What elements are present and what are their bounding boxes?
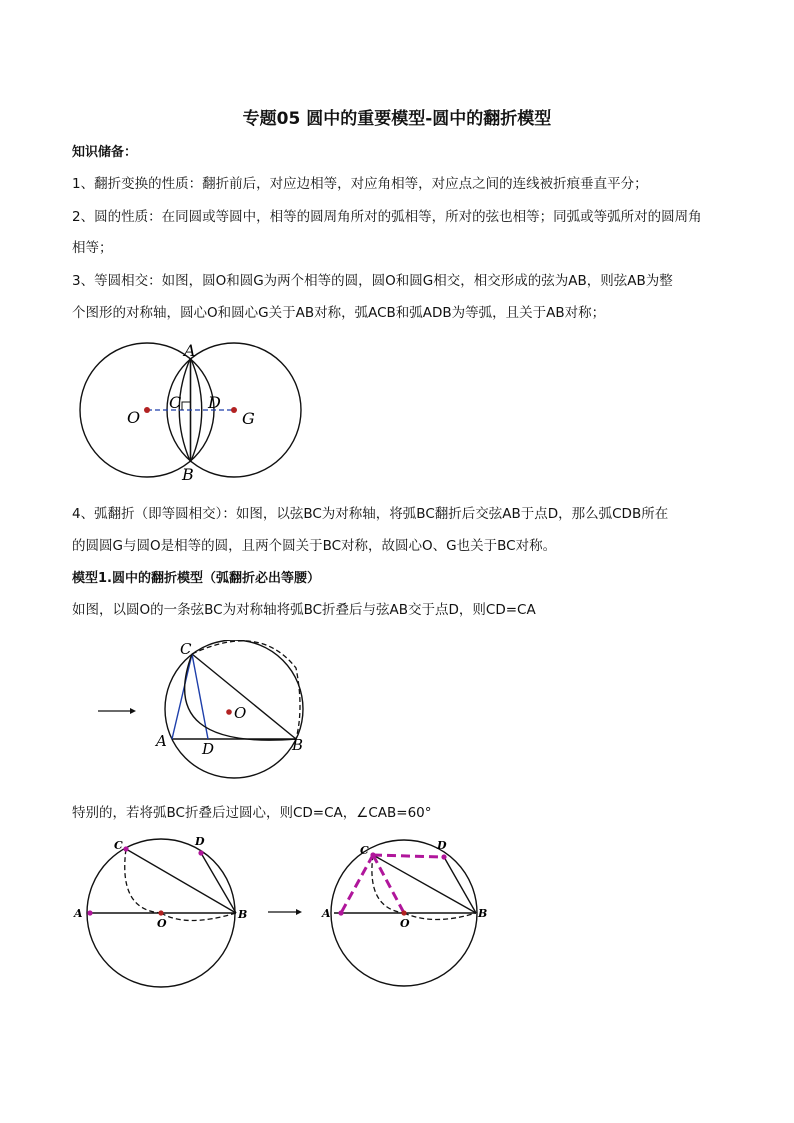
label-g: G bbox=[242, 409, 255, 428]
chord-bc bbox=[192, 654, 296, 739]
original-arc bbox=[192, 641, 300, 739]
special-case-text: 特别的，若将弧BC折叠后过圆心，则CD=CA，∠CAB=60° bbox=[72, 805, 432, 821]
knowledge-item-4-line-1: 4、弧翻折（即等圆相交）：如图，以弦BC为对称轴，将弧BC翻折后交弦AB于点D，那么弧CDB所在 bbox=[72, 506, 669, 522]
figure-special-right bbox=[314, 832, 504, 992]
figure-special-left bbox=[66, 832, 256, 992]
segment-ca bbox=[172, 654, 192, 739]
right-angle-mark bbox=[182, 402, 191, 410]
label-d: D bbox=[195, 835, 205, 848]
arrow-head-icon bbox=[296, 909, 302, 915]
folded-arc-right bbox=[161, 913, 236, 921]
knowledge-heading: 知识储备： bbox=[72, 145, 138, 160]
point-c bbox=[370, 852, 375, 857]
label-c: C bbox=[180, 640, 192, 658]
figure-equal-circles bbox=[70, 338, 310, 486]
segment-cd bbox=[192, 654, 208, 739]
label-a: A bbox=[184, 341, 196, 360]
arrow bbox=[266, 906, 306, 918]
label-b: B bbox=[292, 736, 304, 754]
segment-cd bbox=[373, 855, 442, 857]
chord-bd bbox=[201, 853, 236, 913]
point-a bbox=[87, 910, 92, 915]
point-d bbox=[441, 854, 446, 859]
point-o bbox=[226, 709, 232, 715]
segment-ca bbox=[341, 855, 373, 913]
label-o: O bbox=[234, 704, 247, 722]
label-b: B bbox=[182, 465, 194, 484]
page-title: 专题05 圆中的重要模型-圆中的翻折模型 bbox=[242, 109, 552, 129]
arrow-head-icon bbox=[130, 708, 136, 714]
folded-arc-right bbox=[404, 913, 476, 920]
label-a: A bbox=[74, 907, 83, 920]
label-b: B bbox=[478, 907, 488, 920]
point-a bbox=[338, 910, 343, 915]
point-o bbox=[144, 407, 150, 413]
figure-arc-fold bbox=[90, 640, 320, 780]
model-1-heading: 模型1.圆中的翻折模型（弧翻折必出等腰） bbox=[72, 571, 320, 586]
point-c bbox=[123, 846, 128, 851]
point-g bbox=[231, 407, 237, 413]
label-d: D bbox=[437, 839, 447, 852]
label-d: D bbox=[202, 740, 215, 758]
model-1-text: 如图，以圆O的一条弦BC为对称轴将弧BC折叠后与弦AB交于点D，则CD=CA bbox=[72, 602, 536, 618]
label-o: O bbox=[157, 917, 167, 930]
label-c: C bbox=[114, 839, 123, 852]
label-o: O bbox=[127, 408, 141, 427]
knowledge-item-3-line-2: 个图形的对称轴，圆心O和圆心G关于AB对称，弧ACB和弧ADB为等弧，且关于AB对称； bbox=[72, 305, 606, 321]
label-o: O bbox=[400, 917, 410, 930]
point-d bbox=[198, 850, 203, 855]
label-a: A bbox=[322, 907, 331, 920]
point-o bbox=[401, 910, 406, 915]
label-c: C bbox=[360, 844, 369, 857]
chord-bc bbox=[126, 849, 236, 913]
label-d: D bbox=[208, 393, 221, 412]
knowledge-item-1: 1、翻折变换的性质：翻折前后，对应边相等，对应角相等，对应点之间的连线被折痕垂直平分； bbox=[72, 176, 648, 192]
knowledge-item-2-line-2: 相等； bbox=[72, 240, 113, 256]
point-o bbox=[158, 910, 163, 915]
label-c: C bbox=[169, 393, 182, 412]
folded-arc bbox=[185, 654, 296, 740]
knowledge-item-2-line-1: 2、圆的性质：在同圆或等圆中，相等的圆周角所对的弧相等，所对的弦也相等；同弧或等弧所对的圆周角 bbox=[72, 209, 702, 225]
label-b: B bbox=[238, 908, 248, 921]
knowledge-item-3-line-1: 3、等圆相交：如图，圆O和圆G为两个相等的圆，圆O和圆G相交，相交形成的弦为AB，则弦AB为整 bbox=[72, 273, 673, 289]
knowledge-item-4-line-2: 的圆圆G与圆O是相等的圆，且两个圆关于BC对称，故圆心O、G也关于BC对称。 bbox=[72, 538, 557, 554]
label-a: A bbox=[156, 732, 167, 750]
